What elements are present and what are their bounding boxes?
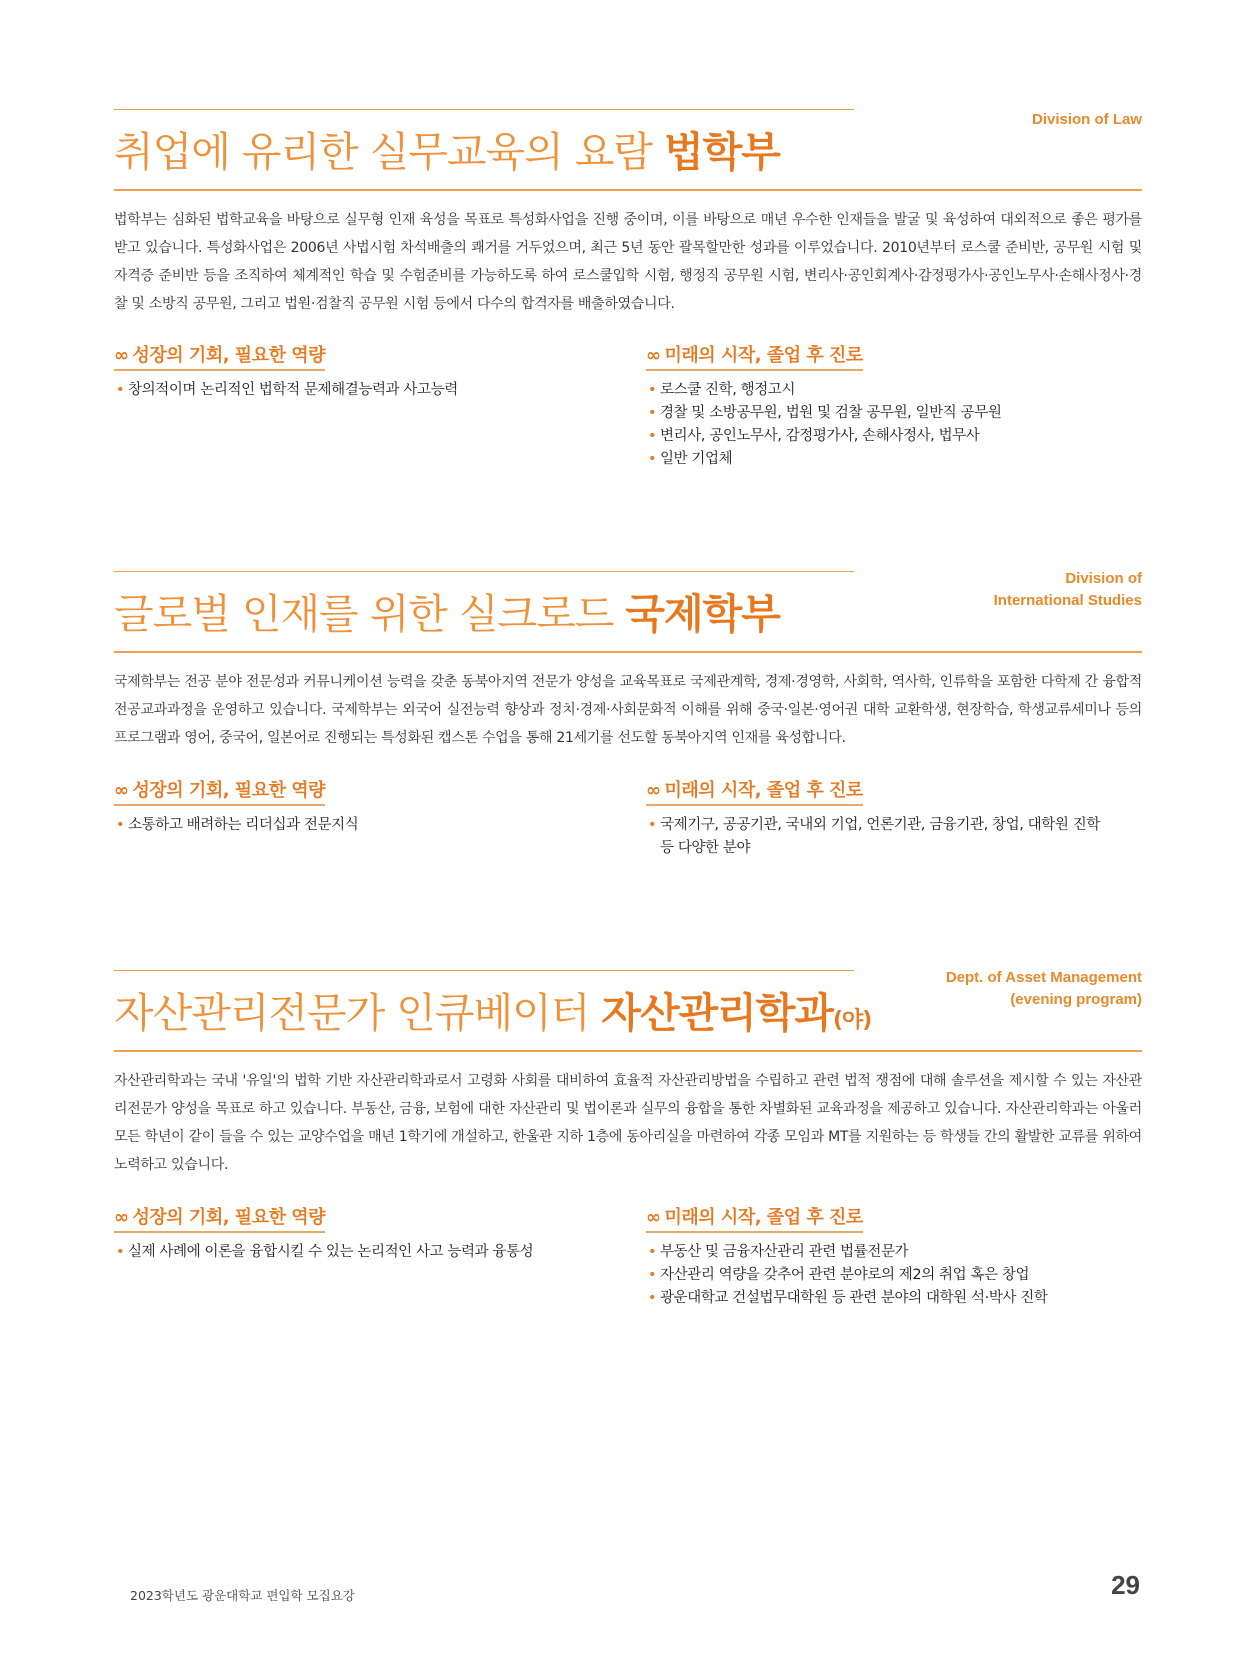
competency-list [114,1241,614,1264]
career-column [646,776,1116,860]
top-rule [114,109,854,110]
title-light: 글로벌 인재를 위한 실크로드 [114,590,614,638]
list-item: • 자산관리 역량을 갖추어 관련 분야로의 제2의 취업 혹은 창업 [646,1264,1146,1287]
top-rule [114,970,854,971]
career-heading: ∞ 미래의 시작, 졸업 후 진로 [646,341,863,371]
list-item: • 변리사, 공인노무사, 감정평가사, 손해사정사, 법무사 [646,425,1146,448]
list-item: • 로스쿨 진학, 행정고시 [646,379,1146,402]
career-column [646,341,1146,471]
bottom-rule [114,189,1142,191]
english-label: Dept. of Asset Management (evening program) [945,969,1142,1008]
bottom-rule [114,1050,1142,1052]
competency-list [114,814,614,837]
competency-column [114,1203,614,1264]
infinity-icon: ∞ [114,1207,129,1228]
competency-column [114,341,614,402]
infinity-icon: ∞ [646,1207,661,1228]
english-label: Division of International Studies [993,570,1142,609]
bottom-rule [114,651,1142,653]
list-item: • 일반 기업체 [646,448,1146,471]
list-item: • 소통하고 배려하는 리더십과 전문지식 [114,814,614,837]
list-item: • 경찰 및 소방공무원, 법원 및 검찰 공무원, 일반직 공무원 [646,402,1146,425]
page-number: 29 [1111,1570,1140,1600]
footer-text: 2023학년도 광운대학교 편입학 모집요강 [130,1588,355,1603]
career-list [646,814,1116,860]
competency-heading: ∞ 성장의 기회, 필요한 역량 [114,776,325,806]
title-bold: 국제학부 [625,590,780,638]
section-body: 국제학부는 전공 분야 전문성과 커뮤니케이션 능력을 갖춘 동북아지역 전문가 양성을 교육목표로 국제관계학, 경제·경영학, 사회학, 역사학, 인류학을 포함한 다학제 간 융합적 전공교과과정을 운영하고 있습니다. 국제학부는 외국어 실전능력 향상과 정치·경제·사회문화적 이해를 위해 중국·일본·영어권 대학 교환학생, 현장학습, 학생교류세미나 등의 프로그램과 영어, 중국어, 일본어로 진행되는 특성화된 캡스톤 수업을 통해 21세기를 선도할 동북아지역 인재를 육성합니다. [114,674,1142,746]
career-list [646,1241,1146,1310]
section-title [114,589,780,639]
competency-list [114,379,614,402]
english-label: Division of Law [1031,111,1142,128]
section-title [114,988,871,1046]
infinity-icon: ∞ [646,345,661,366]
list-item: • 광운대학교 건설법무대학원 등 관련 분야의 대학원 석·박사 진학 [646,1287,1146,1310]
title-light: 취업에 유리한 실무교육의 요람 [114,128,652,176]
list-item: • 국제기구, 공공기관, 국내외 기업, 언론기관, 금융기관, 창업, 대학원 진학 등 다양한 분야 [646,814,1116,860]
list-item: • 창의적이며 논리적인 법학적 문제해결능력과 사고능력 [114,379,614,402]
career-heading: ∞ 미래의 시작, 졸업 후 진로 [646,776,863,806]
competency-heading: ∞ 성장의 기회, 필요한 역량 [114,341,325,371]
title-bold: 자산관리학과 [601,989,833,1037]
competency-column [114,776,614,837]
top-rule [114,571,854,572]
list-item: • 실제 사례에 이론을 융합시킬 수 있는 논리적인 사고 능력과 융통성 [114,1241,614,1264]
career-list [646,379,1146,471]
section-body: 법학부는 심화된 법학교육을 바탕으로 실무형 인재 육성을 목표로 특성화사업을 진행 중이며, 이를 바탕으로 매년 우수한 인재들을 발굴 및 육성하여 대외적으로 좋은 평가를 받고 있습니다. 특성화사업은 2006년 사법시험 차석배출의 쾌거를 거두었으며, 최근 5년 동안 괄목할만한 성과를 이루었습니다. 2010년부터 로스쿨 준비반, 공무원 시험 및 자격증 준비반 등을 조직하여 체계적인 학습 및 수험준비를 가능하도록 하여 로스쿨입학 시험, 행정직 공무원 시험, 변리사·공인회계사·감정평가사·공인노무사·손해사정사·경찰 및 소방직 공무원, 그리고 법원·검찰직 공무원 시험 등에서 다수의 합격자를 배출하였습니다. [114,212,1142,312]
title-light: 자산관리전문가 인큐베이터 [114,989,590,1037]
career-column [646,1203,1146,1310]
infinity-icon: ∞ [646,780,661,801]
infinity-icon: ∞ [114,780,129,801]
title-suffix: (야) [833,1008,872,1033]
list-item: • 부동산 및 금융자산관리 관련 법률전문가 [646,1241,1146,1264]
infinity-icon: ∞ [114,345,129,366]
title-bold: 법학부 [664,128,780,176]
section-body: 자산관리학과는 국내 '유일'의 법학 기반 자산관리학과로서 고령화 사회를 대비하여 효율적 자산관리방법을 수립하고 관련 법적 쟁점에 대해 솔루션을 제시할 수 있는 자산관리전문가 양성을 목표로 하고 있습니다. 부동산, 금융, 보험에 대한 자산관리 및 법이론과 실무의 융합을 통한 차별화된 교육과정을 제공하고 있습니다. 자산관리학과는 아울러 모든 학년이 같이 들을 수 있는 교양수업을 매년 1학기에 개설하고, 한울관 지하 1층에 동아리실을 마련하여 각종 모임과 MT를 지원하는 등 학생들 간의 활발한 교류를 위하여 노력하고 있습니다. [114,1073,1142,1173]
section-title [114,127,780,177]
career-heading: ∞ 미래의 시작, 졸업 후 진로 [646,1203,863,1233]
competency-heading: ∞ 성장의 기회, 필요한 역량 [114,1203,325,1233]
